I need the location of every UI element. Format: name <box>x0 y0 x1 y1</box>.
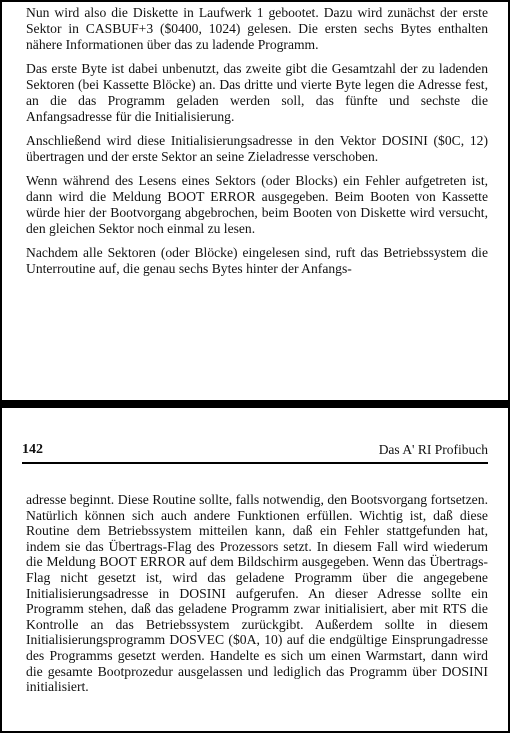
paragraph: Wenn während des Lesens eines Sektors (oder Blocks) ein Fehler aufgetreten ist, dann wird die Meldung BOOT ERROR ausgegeben. Beim Booten von Kassette würde hier der Bootvorgang abgebrochen, beim Booten von Diskette wird versucht, den gleichen Sektor noch einmal zu lesen. <box>26 173 488 236</box>
paragraph: Anschließend wird diese Initialisierungsadresse in den Vektor DOSINI ($0C, 12) übertragen und der erste Sektor an seine Zieladresse verschoben. <box>26 133 488 164</box>
running-title: Das A' RI Profibuch <box>378 442 488 457</box>
paragraph: Nachdem alle Sektoren (oder Blöcke) eingelesen sind, ruft das Betriebssystem die Unterroutine auf, die genau sechs Bytes hinter der Anfangs- <box>26 245 488 276</box>
bottom-page <box>0 408 510 733</box>
top-page-text <box>26 5 488 285</box>
page-separator <box>0 400 510 408</box>
paragraph: adresse beginnt. Diese Routine sollte, falls notwendig, den Bootsvorgang fortsetzen. Natürlich können sich auch andere Funktionen erfüllen. Wichtig ist, daß diese Routine dem Betriebssystem mitteilen kann, daß ein Fehler stattgefunden hat, indem sie das Übertrags-Flag des Prozessors setzt. In diesem Fall wird wiederum die Meldung BOOT ERROR auf dem Bildschirm ausgegeben. Wenn das Übertrags-Flag nicht gesetzt ist, wird das geladene Programm über die angegebene Initialisierungsadresse in DOSINI aufgerufen. An dieser Adresse sollte ein Programm stehen, daß das geladene Programm zwar initialisiert, aber mit RTS die Kontrolle an das Betriebssystem zurückgibt. Außerdem sollte in diesem Initialisierungsprogramm DOSVEC ($0A, 10) auf die endgültige Einsprungadresse des Programms gesetzt werden. Handelte es sich um einen Warmstart, dann wird die gesamte Bootprozedur ausgelassen und lediglich das Programm über DOSINI initialisiert. <box>26 492 488 695</box>
page-number: 142 <box>22 442 43 457</box>
paragraph: Nun wird also die Diskette in Laufwerk 1 gebootet. Dazu wird zunächst der erste Sektor in CASBUF+3 ($0400, 1024) gelesen. Die ersten sechs Bytes enthalten nähere Informationen über das zu ladende Programm. <box>26 5 488 52</box>
paragraph: Das erste Byte ist dabei unbenutzt, das zweite gibt die Gesamtzahl der zu ladenden Sektoren (bei Kassette Blöcke) an. Das dritte und vierte Byte legen die Adresse fest, an die das Programm geladen werden soll, das fünfte und sechste die Anfangsadresse für die Initialisierung. <box>26 61 488 124</box>
bottom-page-text <box>26 492 488 695</box>
page-header <box>22 438 488 464</box>
